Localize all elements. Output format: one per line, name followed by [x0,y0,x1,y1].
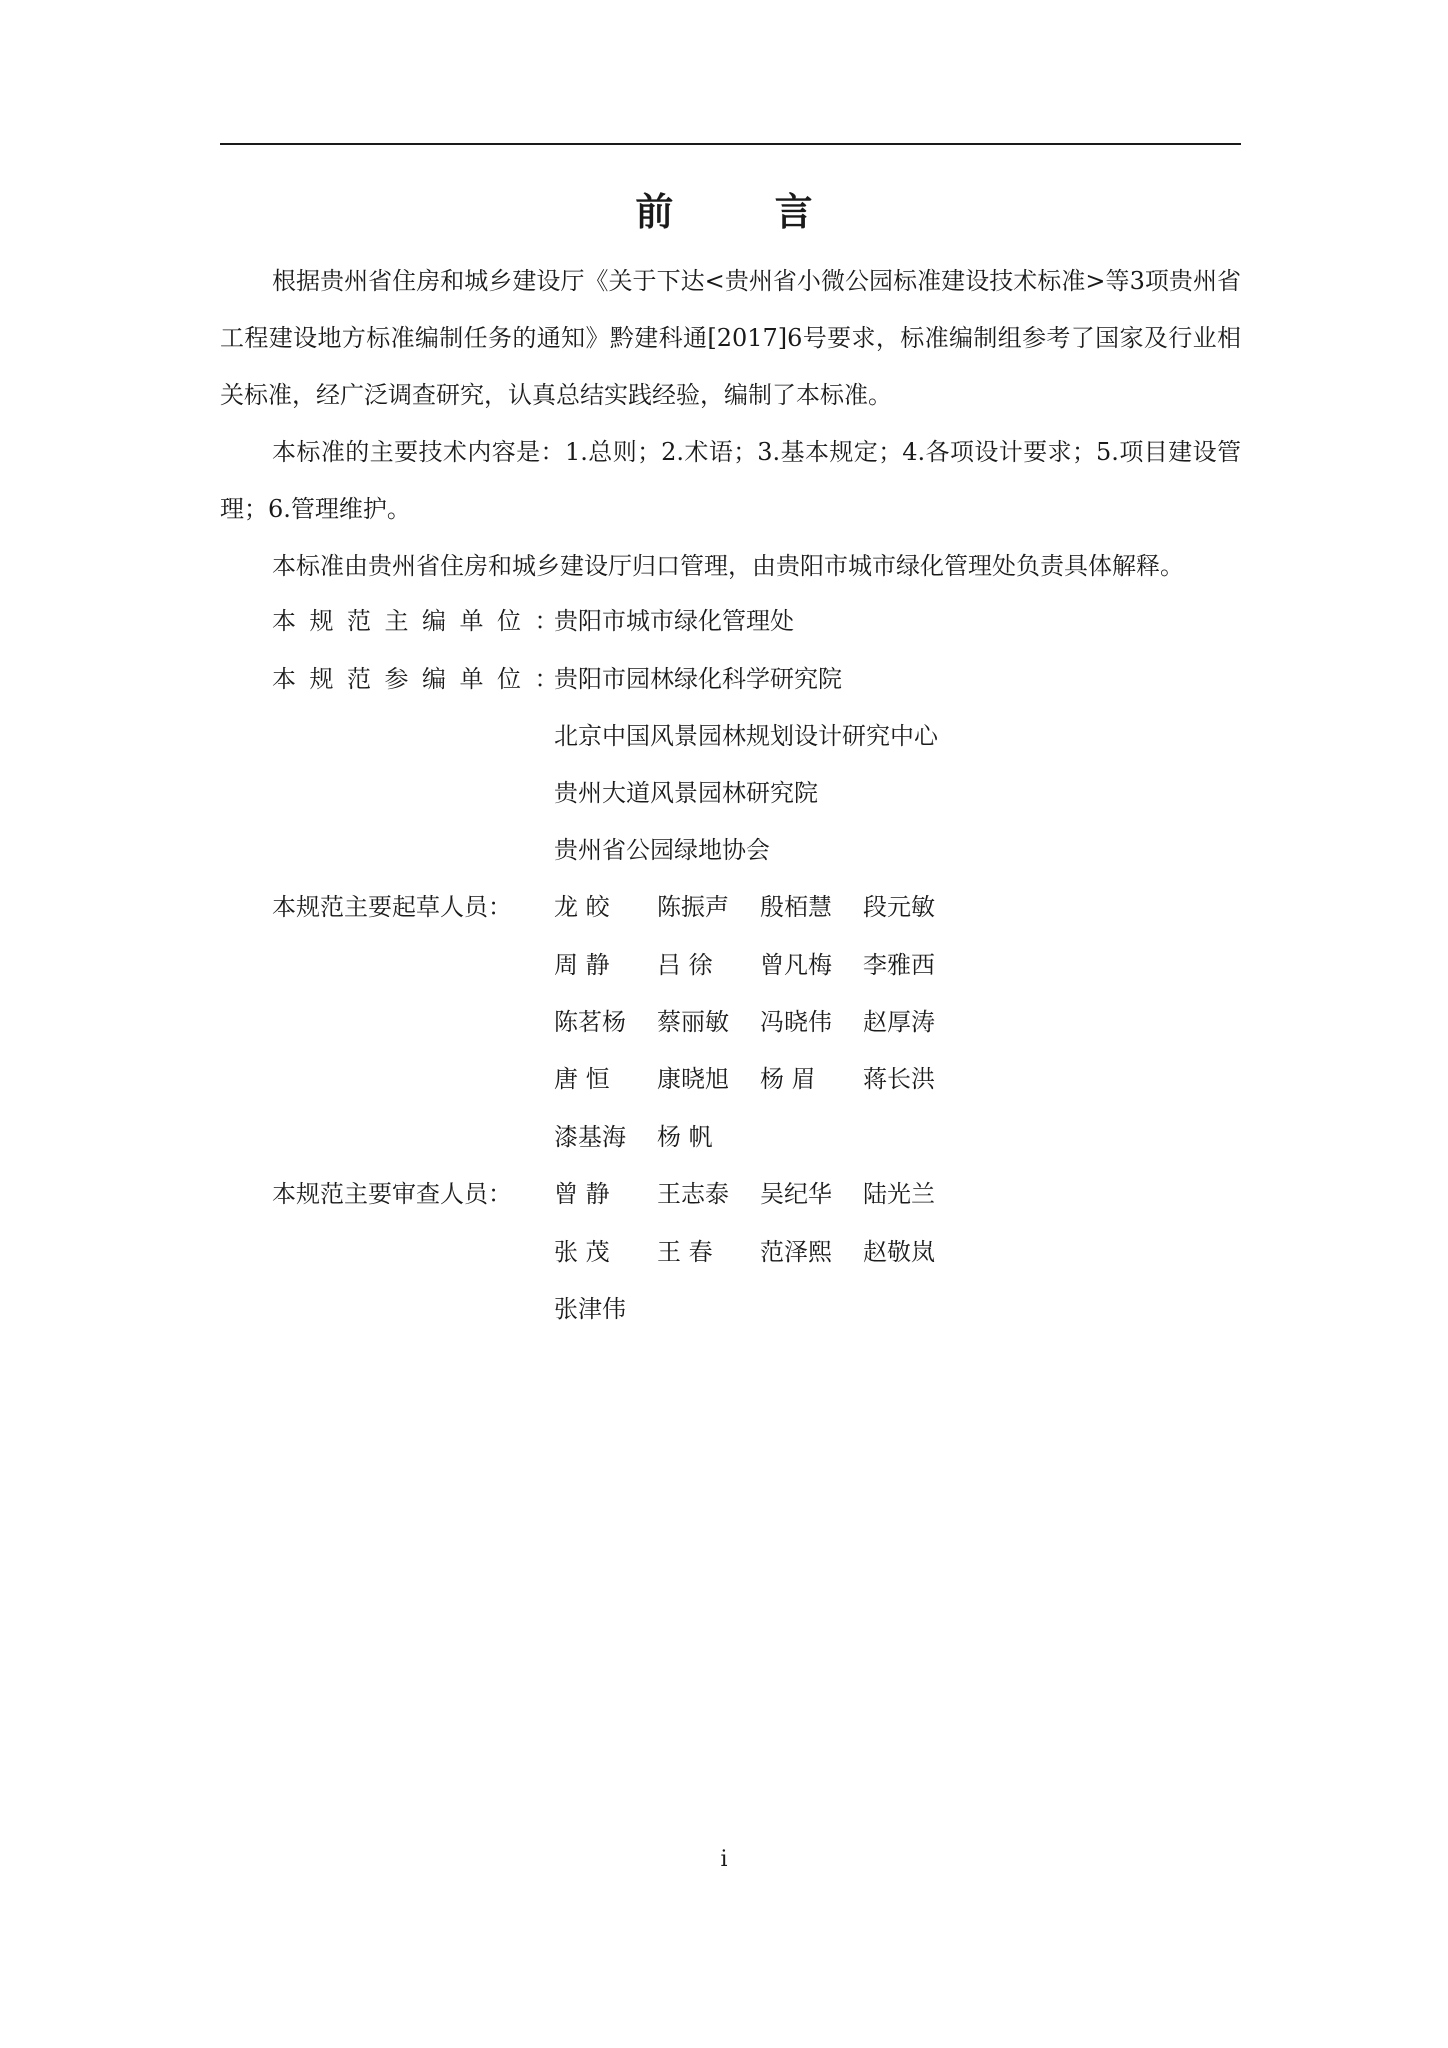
drafter-name: 曾凡梅 [760,951,832,979]
page-title: 前 言 [635,189,857,234]
participating-unit: 贵州大道风景园林研究院 [554,779,818,807]
drafter-name: 漆基海 [554,1123,626,1151]
drafter-name: 殷栢慧 [760,893,832,921]
participating-unit: 贵州省公园绿地协会 [554,836,770,864]
drafter-name: 龙 皎 [554,893,610,921]
drafter-name: 杨 帆 [657,1123,713,1151]
drafters-names-line [554,948,966,982]
participating-units-label: 本规范参编单位： [272,665,572,693]
drafters-names-line [554,1120,760,1154]
drafter-name: 赵厚涛 [863,1008,935,1036]
paragraph-basis: 根据贵州省住房和城乡建设厅《关于下达<贵州省小微公园标准建设技术标准>等3项贵州省工程建设地方标准编制任务的通知》黔建科通[2017]6号要求，标准编制组参考了国家及行业相关标准，经广泛调查研究，认真总结实践经验，编制了本标准。 [220,267,1241,409]
chief-unit-value: 贵阳市城市绿化管理处 [554,607,794,635]
reviewers-names-line [554,1235,966,1269]
drafter-name: 陈茗杨 [554,1008,626,1036]
reviewer-name: 曾 静 [554,1180,610,1208]
drafter-name: 陈振声 [657,893,729,921]
drafter-name: 周 静 [554,951,610,979]
reviewer-name: 范泽熙 [760,1238,832,1266]
reviewer-name: 王 春 [657,1238,713,1266]
top-rule [220,143,1241,145]
drafter-name: 杨 眉 [760,1065,816,1093]
paragraph-management: 本标准由贵州省住房和城乡建设厅归口管理，由贵阳市城市绿化管理处负责具体解释。 [272,552,1184,580]
drafters-names-line [554,1062,966,1096]
drafter-name: 李雅西 [863,951,935,979]
drafter-name: 段元敏 [863,893,935,921]
reviewers-label: 本规范主要审查人员： [272,1180,512,1208]
drafters-names-line [554,890,966,924]
reviewer-name: 陆光兰 [863,1180,935,1208]
drafters-names-line [554,1005,966,1039]
drafters-row [272,890,554,924]
reviewers-row [272,1177,554,1211]
reviewers-names-line [554,1292,657,1326]
drafters-label: 本规范主要起草人员： [272,893,512,921]
participating-unit: 北京中国风景园林规划设计研究中心 [554,722,938,750]
drafter-name: 康晓旭 [657,1065,729,1093]
drafter-name: 蔡丽敏 [657,1008,729,1036]
reviewer-name: 赵敬岚 [863,1238,935,1266]
chief-unit-row [272,604,794,638]
participating-unit: 贵阳市园林绿化科学研究院 [554,665,842,693]
drafter-name: 冯晓伟 [760,1008,832,1036]
chief-unit-label: 本规范主编单位： [272,607,572,635]
reviewer-name: 张津伟 [554,1295,626,1323]
drafter-name: 蒋长洪 [863,1065,935,1093]
paragraph-contents: 本标准的主要技术内容是：1.总则；2.术语；3.基本规定；4.各项设计要求；5.项目建设管理；6.管理维护。 [220,438,1241,523]
reviewers-names-line [554,1177,966,1211]
drafter-name: 吕 徐 [657,951,713,979]
page-number: i [720,1847,728,1872]
reviewer-name: 吴纪华 [760,1180,832,1208]
reviewer-name: 张 茂 [554,1238,610,1266]
participating-units-row [272,662,842,696]
reviewer-name: 王志泰 [657,1180,729,1208]
drafter-name: 唐 恒 [554,1065,610,1093]
